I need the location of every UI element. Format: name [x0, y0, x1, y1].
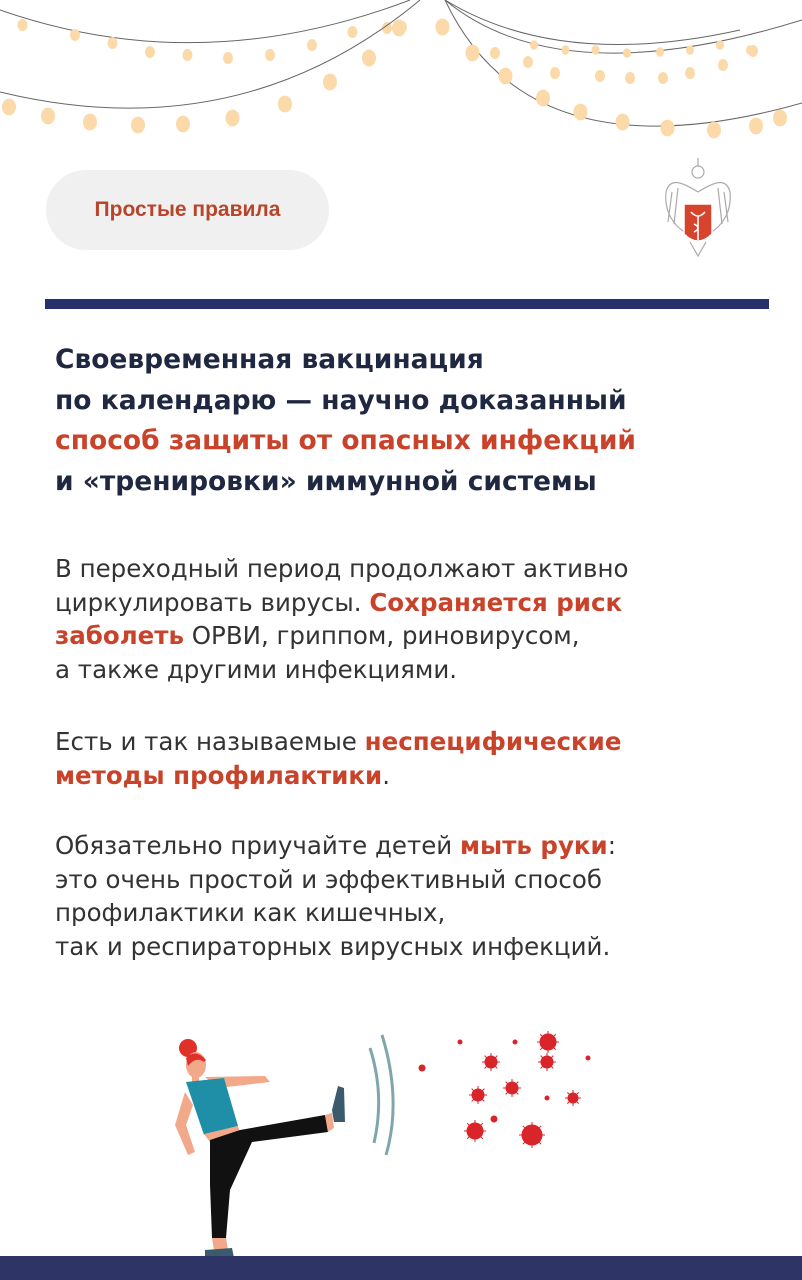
- light-bulb: [362, 50, 376, 67]
- paragraph-viruses: [55, 552, 735, 686]
- light-bulb: [392, 20, 406, 37]
- headline-line: по календарю — научно доказанный: [55, 384, 627, 416]
- text: Есть и так называемые: [55, 727, 365, 756]
- light-bulb: [625, 72, 635, 84]
- light-bulb: [348, 26, 358, 38]
- light-bulb: [223, 52, 233, 64]
- light-bulb: [749, 118, 763, 135]
- text: профилактики как кишечных,: [55, 898, 446, 927]
- headline-highlight: способ защиты от опасных инфекций: [55, 425, 636, 456]
- text: Обязательно приучайте детей: [55, 831, 461, 860]
- divider-rule: [45, 299, 769, 309]
- light-bulb: [18, 19, 28, 31]
- light-bulb: [658, 72, 668, 84]
- text: В переходный период продолжают активно циркулировать вирусы.: [55, 554, 629, 617]
- light-bulb: [773, 110, 787, 127]
- highlight-text: Сохраняется риск заболеть: [55, 587, 623, 650]
- light-bulb: [716, 40, 724, 50]
- virus-icon: [538, 1053, 556, 1071]
- light-bulb: [661, 120, 675, 137]
- light-bulb: [41, 108, 55, 125]
- light-bulb: [145, 46, 155, 58]
- light-bulb: [499, 68, 513, 85]
- headline-line: и «тренировки» иммунной системы: [55, 465, 597, 497]
- light-bulb: [2, 99, 16, 116]
- virus-icon: [458, 1040, 462, 1044]
- motion-line: [382, 1035, 393, 1155]
- light-bulb: [718, 59, 728, 71]
- virus-icon: [519, 1122, 545, 1148]
- motion-line: [370, 1048, 379, 1143]
- text: :: [607, 831, 616, 860]
- light-bulb: [278, 96, 292, 113]
- light-string: [445, 0, 802, 126]
- badge-label: Простые правила: [94, 198, 281, 221]
- virus-icon: [491, 1116, 497, 1122]
- light-bulb: [108, 37, 118, 49]
- light-bulb: [685, 67, 695, 79]
- light-bulb: [436, 19, 450, 36]
- light-string: [0, 0, 410, 43]
- text: ОРВИ, гриппом, риновирусом,: [183, 621, 580, 650]
- light-string: [445, 0, 740, 45]
- kicking-woman-illustration: [160, 1010, 660, 1260]
- category-badge: [46, 170, 329, 250]
- light-bulb: [490, 47, 500, 59]
- ministry-emblem-icon: [662, 152, 734, 264]
- virus-icon: [469, 1086, 487, 1104]
- virus-icon: [513, 1040, 517, 1044]
- virus-icon: [419, 1065, 425, 1071]
- virus-icon: [503, 1079, 521, 1097]
- light-bulb: [83, 114, 97, 131]
- light-string: [445, 0, 802, 53]
- text: так и респираторных вирусных инфекций.: [55, 931, 611, 961]
- paragraph-handwashing: [55, 829, 755, 963]
- light-bulb: [307, 39, 317, 51]
- light-bulb: [595, 70, 605, 82]
- text: а также другими инфекциями.: [55, 654, 458, 684]
- woman-figure: [175, 1039, 345, 1258]
- virus-icon: [586, 1056, 590, 1060]
- highlight-text: неспецифические методы профилактики: [55, 727, 622, 790]
- light-bulb: [550, 67, 560, 79]
- light-bulb: [466, 45, 480, 62]
- virus-icon: [464, 1120, 486, 1142]
- light-bulb: [623, 48, 631, 58]
- light-bulb: [265, 49, 275, 61]
- highlight-text: мыть руки: [460, 831, 608, 860]
- light-bulb: [226, 110, 240, 127]
- paragraph-prevention: [55, 725, 735, 792]
- light-bulb: [530, 40, 538, 50]
- light-bulb: [592, 45, 600, 55]
- text: это очень простой и эффективный способ: [55, 864, 602, 894]
- light-bulb: [562, 45, 570, 55]
- headline-line: Своевременная вакцинация: [55, 344, 484, 375]
- light-bulb: [183, 49, 193, 61]
- light-bulb: [131, 117, 145, 134]
- light-bulb: [686, 45, 694, 55]
- virus-icon: [545, 1096, 549, 1100]
- text: .: [382, 760, 390, 790]
- light-bulb: [656, 47, 664, 57]
- virus-icon: [537, 1031, 559, 1053]
- headline: [55, 340, 636, 502]
- light-string: [0, 0, 420, 108]
- string-lights-decoration: [0, 0, 802, 145]
- light-bulb: [536, 90, 550, 107]
- footer-bar: [0, 1256, 802, 1280]
- virus-icon: [482, 1053, 500, 1071]
- light-bulb: [574, 104, 588, 121]
- virus-icon: [565, 1090, 581, 1106]
- light-bulb: [323, 74, 337, 91]
- light-bulb: [616, 114, 630, 131]
- light-bulb: [70, 29, 80, 41]
- light-bulb: [707, 122, 721, 139]
- light-bulb: [746, 45, 754, 55]
- light-bulb: [523, 56, 533, 68]
- light-bulb: [176, 116, 190, 133]
